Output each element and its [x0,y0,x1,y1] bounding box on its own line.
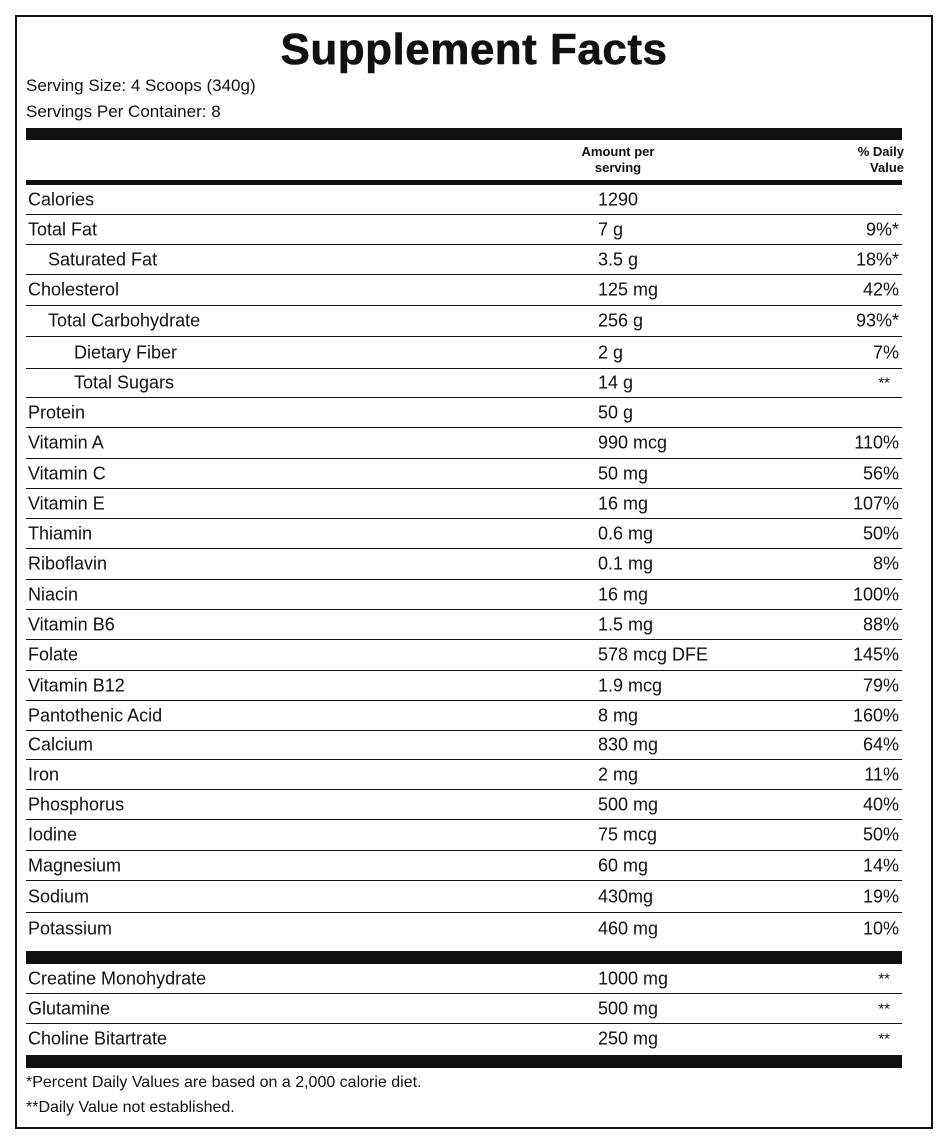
nutrient-amount: 578 mcg DFE [598,644,709,665]
nutrient-amount: 2 mg [598,764,639,784]
nutrient-table [26,185,902,944]
nutrient-row-iron [26,760,902,790]
nutrient-name: Calcium [28,734,94,755]
nutrient-row-glutamine [26,994,902,1024]
nutrient-row-vitamin-b6 [26,610,902,640]
nutrient-name: Iron [28,764,60,784]
nutrient-name: Choline Bitartrate [28,1028,168,1049]
nutrient-row-vitamin-c [26,459,902,489]
nutrient-daily-value: 14% [862,855,899,875]
nutrient-row-protein [26,398,902,428]
nutrient-amount: 256 g [598,310,644,331]
label-title: Supplement Facts [280,25,668,74]
nutrient-amount: 75 mcg [598,824,658,845]
nutrient-name: Iodine [28,824,78,845]
nutrient-daily-value: 7% [872,342,899,362]
nutrient-row-creatine-monohydrate [26,964,902,994]
nutrient-daily-value: 88% [862,614,899,634]
nutrient-name: Magnesium [28,855,122,875]
nutrient-name: Folate [28,644,79,665]
section-thick-rule [26,951,902,964]
nutrient-name: Creatine Monohydrate [28,968,207,988]
nutrient-amount: 3.5 g [598,249,639,269]
daily-value-column-header: % Daily Value [857,144,904,175]
top-thick-rule [26,128,902,140]
nutrient-daily-value: 160% [852,705,899,725]
nutrient-daily-value: 9%* [865,219,899,239]
nutrient-name: Niacin [28,584,79,604]
nutrient-row-vitamin-b12 [26,671,902,701]
nutrient-name: Total Sugars [74,372,175,393]
nutrient-row-phosphorus [26,790,902,820]
servings-per-container: Servings Per Container: 8 [26,102,221,121]
nutrient-amount: 50 mg [598,463,649,483]
nutrient-row-niacin [26,580,902,610]
nutrient-amount: 830 mg [598,734,659,755]
nutrient-row-vitamin-a [26,428,902,459]
nutrient-amount: 460 mg [598,918,659,938]
nutrient-row-riboflavin [26,549,902,580]
nutrient-name: Total Carbohydrate [48,310,201,331]
nutrient-amount: 250 mg [598,1028,659,1049]
nutrient-row-total-fat [26,215,902,245]
nutrient-amount: 500 mg [598,998,659,1018]
nutrient-row-calories [26,185,902,215]
nutrient-name: Vitamin B6 [28,614,115,634]
nutrient-daily-value: ** [878,1030,890,1048]
footnote-not-established: **Daily Value not established. [26,1099,235,1116]
nutrient-daily-value: 19% [862,886,899,906]
nutrient-name: Glutamine [28,998,111,1018]
nutrient-daily-value: 100% [852,584,899,604]
nutrient-daily-value: 11% [864,764,899,784]
nutrient-row-sodium [26,881,902,913]
nutrient-name: Vitamin C [28,463,106,483]
nutrient-name: Protein [28,402,86,422]
nutrient-daily-value: 145% [852,644,899,665]
nutrient-name: Vitamin A [28,432,104,453]
nutrient-row-vitamin-e [26,489,902,519]
amount-column-header: Amount per serving [581,144,655,175]
nutrient-name: Pantothenic Acid [28,705,163,725]
nutrient-daily-value: 10% [862,918,899,938]
nutrient-row-saturated-fat [26,245,902,275]
nutrient-row-calcium [26,731,902,760]
nutrient-row-total-sugars [26,369,902,398]
serving-size: Serving Size: 4 Scoops (340g) [26,76,256,95]
nutrient-row-iodine [26,820,902,851]
nutrient-amount: 1000 mg [598,968,669,988]
bottom-thick-rule [26,1055,902,1068]
nutrient-name: Sodium [28,886,90,906]
nutrient-row-thiamin [26,519,902,549]
nutrient-amount: 0.6 mg [598,523,654,543]
other-ingredients-table [26,964,902,1054]
nutrient-amount: 500 mg [598,794,659,814]
nutrient-amount: 16 mg [598,584,649,604]
nutrient-name: Vitamin B12 [28,675,125,695]
nutrient-daily-value: 42% [862,279,899,300]
nutrient-row-pantothenic-acid [26,701,902,731]
nutrient-daily-value: 40% [862,794,899,814]
nutrient-row-dietary-fiber [26,337,902,369]
nutrient-daily-value: 64% [862,734,899,755]
nutrient-name: Dietary Fiber [74,342,178,362]
nutrient-name: Potassium [28,918,113,938]
nutrient-amount: 7 g [598,219,624,239]
nutrient-daily-value: 79% [862,675,899,695]
nutrient-daily-value: ** [878,1000,890,1017]
nutrient-name: Calories [28,189,95,209]
nutrient-name: Thiamin [28,523,93,543]
nutrient-row-total-carbohydrate [26,306,902,337]
nutrient-amount: 0.1 mg [598,553,654,574]
nutrient-amount: 430mg [598,886,654,906]
nutrient-row-cholesterol [26,275,902,306]
nutrient-daily-value: 93%* [855,310,899,331]
nutrient-name: Phosphorus [28,794,125,814]
nutrient-name: Riboflavin [28,553,108,574]
nutrient-amount: 1.5 mg [598,614,654,634]
nutrient-name: Saturated Fat [48,249,158,269]
nutrient-amount: 1.9 mcg [598,675,663,695]
nutrient-daily-value: ** [878,970,890,987]
nutrient-amount: 125 mg [598,279,659,300]
nutrient-row-magnesium [26,851,902,881]
nutrient-name: Total Fat [28,219,98,239]
nutrient-amount: 1290 [598,189,639,209]
nutrient-daily-value: ** [878,374,890,392]
nutrient-amount: 990 mcg [598,432,668,453]
supplement-facts-label [15,15,933,1129]
nutrient-amount: 14 g [598,372,634,393]
footnote-daily-values: *Percent Daily Values are based on a 2,000 calorie diet. [26,1074,422,1091]
nutrient-daily-value: 107% [852,493,899,513]
nutrient-daily-value: 110% [854,432,899,453]
nutrient-amount: 8 mg [598,705,639,725]
nutrient-name: Cholesterol [28,279,120,300]
nutrient-amount: 60 mg [598,855,649,875]
nutrient-daily-value: 50% [862,523,899,543]
nutrient-name: Vitamin E [28,493,105,513]
nutrient-daily-value: 8% [872,553,899,574]
nutrient-amount: 16 mg [598,493,649,513]
nutrient-daily-value: 50% [862,824,899,845]
nutrient-row-choline-bitartrate [26,1024,902,1054]
nutrient-row-folate [26,640,902,671]
nutrient-amount: 2 g [598,342,624,362]
nutrient-row-potassium [26,913,902,944]
nutrient-amount: 50 g [598,402,634,422]
nutrient-daily-value: 56% [862,463,899,483]
nutrient-daily-value: 18%* [855,249,899,269]
